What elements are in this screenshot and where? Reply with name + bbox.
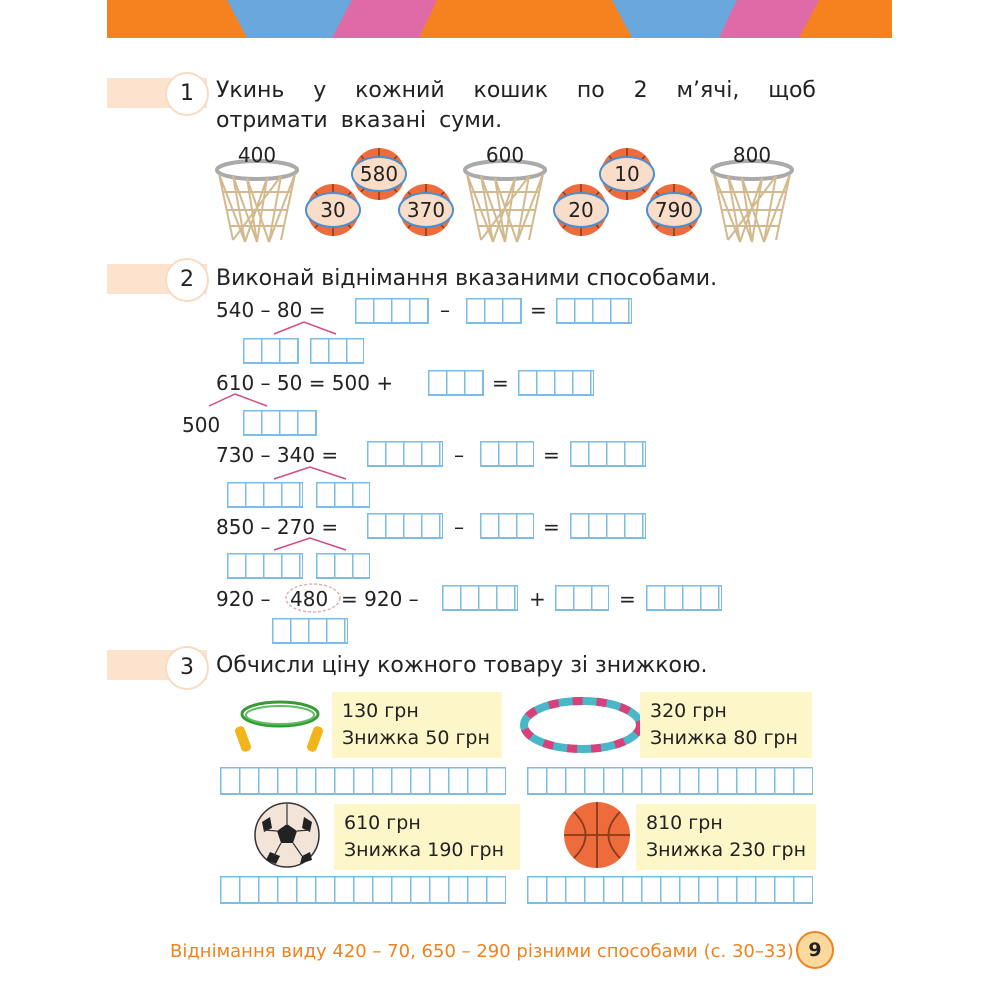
circled-number: 480	[290, 587, 329, 611]
answer-grid[interactable]	[316, 482, 370, 508]
price-label: 130 грн	[342, 700, 419, 722]
answer-grid[interactable]	[518, 370, 594, 396]
equals-sign: =	[619, 587, 636, 611]
answer-grid[interactable]	[527, 767, 813, 795]
answer-grid[interactable]	[527, 876, 813, 904]
ball-label: 30	[320, 198, 346, 222]
equals-sign: =	[492, 371, 509, 395]
equals-sign: =	[543, 443, 560, 467]
task-1-number: 1	[165, 72, 209, 116]
price-card	[334, 804, 520, 870]
price-card	[640, 692, 812, 758]
split-arrow-icon	[270, 536, 360, 552]
basket-label: 600	[485, 143, 525, 167]
answer-grid[interactable]	[556, 298, 632, 324]
answer-grid[interactable]	[428, 370, 484, 396]
footer-topic: Віднімання виду 420 – 70, 650 – 290 різними способами (с. 30–33)	[170, 941, 794, 962]
answer-grid[interactable]	[555, 585, 609, 611]
ball-label: 10	[614, 162, 640, 186]
split-arrow-icon	[205, 392, 275, 408]
split-arrow-icon	[270, 320, 350, 336]
answer-grid[interactable]	[367, 513, 443, 539]
task-2-instruction: Виконай віднімання вказаними способами.	[216, 266, 718, 291]
task-3-number: 3	[165, 646, 209, 690]
soccer-ball-icon	[252, 800, 322, 870]
answer-grid[interactable]	[243, 338, 299, 364]
price-card	[332, 692, 502, 758]
task-1-instruction: Укинь у кожний кошик по 2 м’ячі, щоб отримати вказані суми.	[216, 78, 816, 133]
minus-sign: –	[454, 515, 464, 539]
price-label: 610 грн	[344, 812, 421, 834]
equation-left: 850 – 270 =	[216, 515, 339, 539]
equation-part: = 920 –	[341, 587, 419, 611]
equation-part: 920 –	[216, 587, 271, 611]
answer-grid[interactable]	[316, 553, 370, 579]
answer-grid[interactable]	[355, 298, 429, 324]
discount-label: Знижка 190 грн	[344, 839, 504, 861]
answer-grid[interactable]	[272, 618, 348, 644]
task-2-number: 2	[165, 258, 209, 302]
aside-number: 500	[182, 413, 221, 437]
answer-grid[interactable]	[227, 482, 303, 508]
page-number: 9	[796, 931, 834, 969]
answer-grid[interactable]	[442, 585, 518, 611]
discount-label: Знижка 230 грн	[646, 839, 806, 861]
split-arrow-icon	[270, 465, 360, 481]
answer-grid[interactable]	[243, 410, 317, 436]
answer-grid[interactable]	[220, 876, 506, 904]
basket-icon	[712, 161, 792, 242]
answer-grid[interactable]	[570, 441, 646, 467]
price-label: 320 грн	[650, 700, 727, 722]
basket-label: 800	[732, 143, 772, 167]
plus-sign: +	[529, 587, 546, 611]
hula-hoop-icon	[518, 694, 646, 756]
task-3-instruction: Обчисли ціну кожного товару зі знижкою.	[216, 653, 708, 678]
minus-sign: –	[440, 298, 450, 322]
answer-grid[interactable]	[570, 513, 646, 539]
answer-grid[interactable]	[367, 441, 443, 467]
ball-label: 790	[654, 198, 694, 222]
minus-sign: –	[454, 443, 464, 467]
jump-rope-icon	[232, 690, 328, 758]
answer-grid[interactable]	[220, 767, 506, 795]
ball-label: 370	[406, 198, 446, 222]
answer-grid[interactable]	[466, 298, 522, 324]
equals-sign: =	[543, 515, 560, 539]
discount-label: Знижка 50 грн	[342, 727, 490, 749]
basket-label: 400	[237, 143, 277, 167]
equation-left: 730 – 340 =	[216, 443, 339, 467]
basket-icon	[465, 161, 545, 242]
basketball-icon	[562, 800, 632, 870]
price-label: 810 грн	[646, 812, 723, 834]
answer-grid[interactable]	[480, 441, 534, 467]
equation-left: 540 – 80 =	[216, 298, 326, 322]
discount-label: Знижка 80 грн	[650, 727, 798, 749]
answer-grid[interactable]	[227, 553, 303, 579]
answer-grid[interactable]	[480, 513, 534, 539]
basket-icon	[217, 161, 297, 242]
ball-label: 580	[359, 162, 399, 186]
ball-label: 20	[568, 198, 594, 222]
answer-grid[interactable]	[310, 338, 364, 364]
answer-grid[interactable]	[646, 585, 722, 611]
equals-sign: =	[530, 298, 547, 322]
equation-left: 610 – 50 = 500 +	[216, 371, 394, 395]
price-card	[636, 804, 816, 870]
